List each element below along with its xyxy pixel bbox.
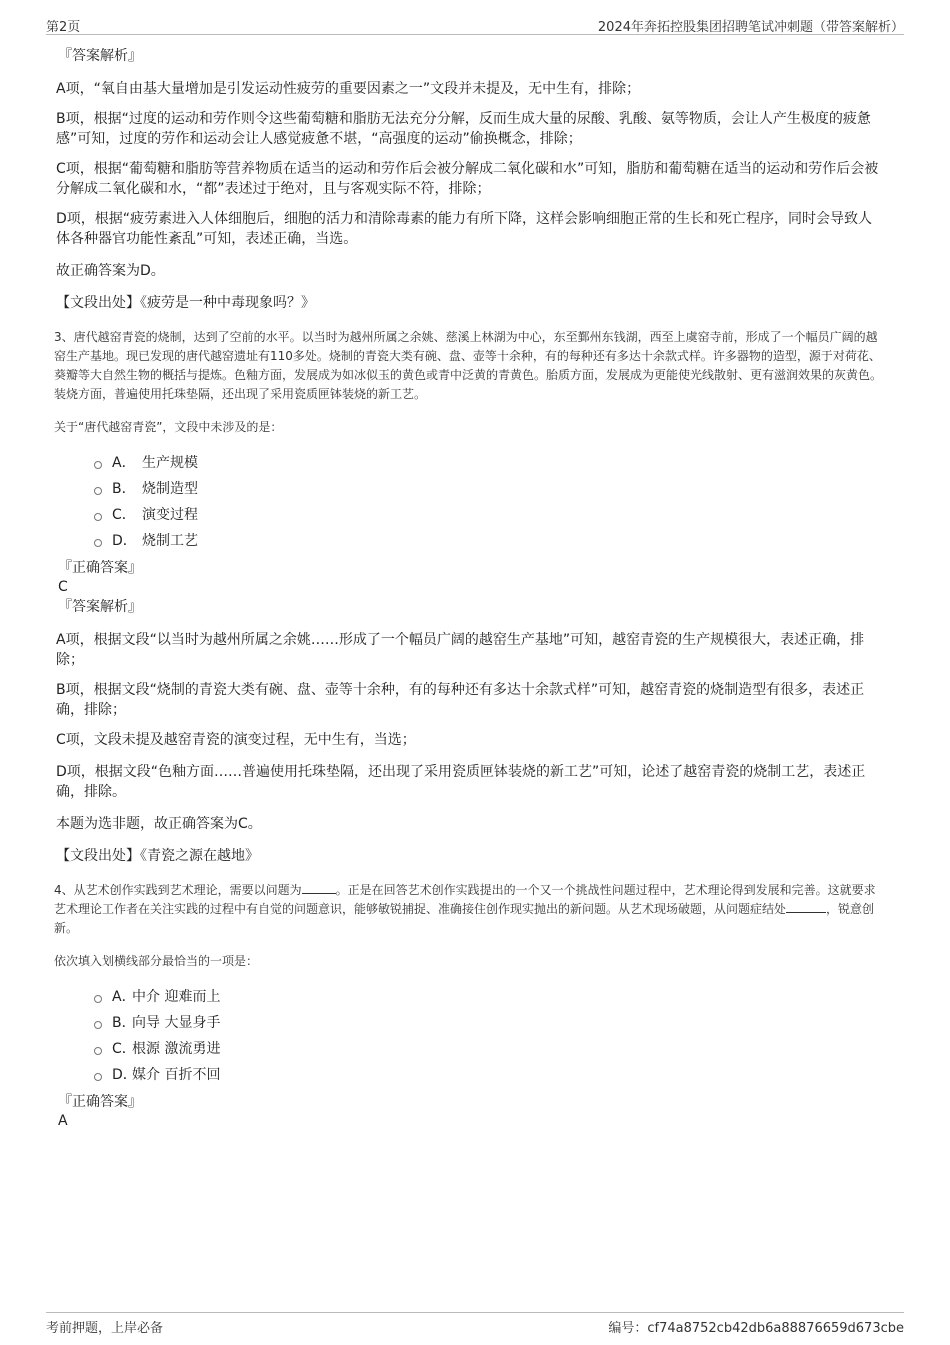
analysis-paragraph: C项，根据“葡萄糖和脂肪等营养物质在适当的运动和劳作后会被分解成二氧化碳和水”可知，脂肪和葡萄糖在适当的运动和劳作后会被分解成二氧化碳和水，“都”表述过于绝对，且与客观实际不符，排除；	[56, 161, 879, 197]
question-stem: 4、从艺术创作实践到艺术理论，需要以问题为 。正是在回答艺术创作实践提出的一个又一个挑战性问题过程中，艺术理论得到发展和完善。这就要求艺术理论工作者在关注实践的过程中有自觉的问题意识，能够敏锐捕捉、准确接住创作现实抛出的新问题。从艺术现场破题，从问题症结处 ，锐意创新。	[54, 883, 876, 935]
analysis-paragraph: A项，“氧自由基大量增加是引发运动性疲劳的重要因素之一”文段并未提及，无中生有，排除；	[56, 81, 641, 97]
analysis-paragraph: D项，根据“疲劳素进入人体细胞后，细胞的活力和清除毒素的能力有所下降，这样会影响细胞正常的生长和死亡程序，同时会导致人体各种器官功能性紊乱”可知，表述正确，当选。	[56, 211, 873, 247]
question-prompt: 依次填入划横线部分最恰当的一项是：	[54, 954, 259, 968]
analysis-paragraph: D项，根据文段“色釉方面……普遍使用托珠垫隔，还出现了采用瓷质匣钵装烧的新工艺”可知，论述了越窑青瓷的烧制工艺，表述正确，排除。	[56, 764, 866, 800]
option-list	[54, 450, 886, 554]
radio-icon[interactable]	[94, 1047, 102, 1055]
option-d[interactable]: D． 媒介 百折不回	[94, 1062, 886, 1088]
fill-blank	[786, 912, 826, 913]
option-c[interactable]: C． 根源 激流勇进	[94, 1036, 886, 1062]
correct-answer-tag: 『正确答案』	[58, 1094, 142, 1110]
answer-conclusion: 本题为选非题，故正确答案为C。	[56, 816, 262, 832]
option-d[interactable]: D． 烧制工艺	[94, 528, 886, 554]
q3-section	[54, 328, 886, 866]
q4-section	[54, 881, 886, 1131]
q2-section	[56, 46, 886, 313]
page-footer	[46, 1312, 904, 1335]
correct-answer: A	[58, 1113, 68, 1129]
option-a[interactable]: A． 中介 迎难而上	[94, 984, 886, 1010]
passage-source: 【文段出处】《青瓷之源在越地》	[56, 848, 259, 864]
analysis-paragraph: B项，根据“过度的运动和劳作则令这些葡萄糖和脂肪无法充分分解，反而生成大量的尿酸、乳酸、氨等物质，会让人产生极度的疲惫感”可知，过度的劳作和运动会让人感觉疲惫不堪，“高强度的运动”偷换概念，排除；	[56, 111, 871, 147]
analysis-paragraph: C项，文段未提及越窑青瓷的演变过程，无中生有，当选；	[56, 732, 416, 748]
option-list	[54, 984, 886, 1088]
footer-slogan: 考前押题，上岸必备	[46, 1321, 164, 1336]
answer-conclusion: 故正确答案为D。	[56, 263, 165, 279]
radio-icon[interactable]	[94, 1073, 102, 1081]
analysis-tag: 『答案解析』	[58, 599, 142, 615]
question-stem: 3、唐代越窑青瓷的烧制，达到了空前的水平。以当时为越州所属之余姚、慈溪上林湖为中心，东至鄞州东钱湖，西至上虞窑寺前，形成了一个幅员广阔的越窑生产基地。现已发现的唐代越窑遗址有110多处。烧制的青瓷大类有碗、盘、壶等十余种，有的每种还有多达十余款式样。许多器物的造型，源于对荷花、葵瓣等大自然生物的概括与提炼。色釉方面，发展成为如冰似玉的黄色或青中泛黄的青黄色。胎质方面，发展成为更能使光线散射、更有滋润效果的灰黄色。装烧方面，普遍使用托珠垫隔，还出现了采用瓷质匣钵装烧的新工艺。	[54, 330, 883, 401]
correct-answer: C	[58, 579, 68, 595]
document-body	[56, 46, 886, 1131]
option-b[interactable]: B． 烧制造型	[94, 476, 886, 502]
correct-answer-tag: 『正确答案』	[58, 560, 142, 576]
document-code: 编号：cf74a8752cb42db6a88876659d673cbe	[608, 1321, 904, 1336]
document-title: 2024年奔拓控股集团招聘笔试冲刺题（带答案解析）	[597, 20, 904, 35]
radio-icon[interactable]	[94, 461, 102, 469]
question-prompt: 关于“唐代越窑青瓷”，文段中未涉及的是：	[54, 420, 283, 434]
fill-blank	[302, 893, 336, 894]
option-a[interactable]: A． 生产规模	[94, 450, 886, 476]
option-c[interactable]: C． 演变过程	[94, 502, 886, 528]
page-number: 第2页	[46, 20, 81, 35]
analysis-paragraph: A项，根据文段“以当时为越州所属之余姚……形成了一个幅员广阔的越窑生产基地”可知，越窑青瓷的生产规模很大，表述正确，排除；	[56, 632, 865, 668]
passage-source: 【文段出处】《疲劳是一种中毒现象吗？》	[56, 295, 315, 311]
radio-icon[interactable]	[94, 487, 102, 495]
option-b[interactable]: B． 向导 大显身手	[94, 1010, 886, 1036]
analysis-tag: 『答案解析』	[58, 48, 142, 64]
radio-icon[interactable]	[94, 1021, 102, 1029]
radio-icon[interactable]	[94, 995, 102, 1003]
page-header	[46, 14, 904, 35]
analysis-paragraph: B项，根据文段“烧制的青瓷大类有碗、盘、壶等十余种，有的每种还有多达十余款式样”可知，越窑青瓷的烧制造型有很多，表述正确，排除；	[56, 682, 865, 718]
radio-icon[interactable]	[94, 539, 102, 547]
radio-icon[interactable]	[94, 513, 102, 521]
